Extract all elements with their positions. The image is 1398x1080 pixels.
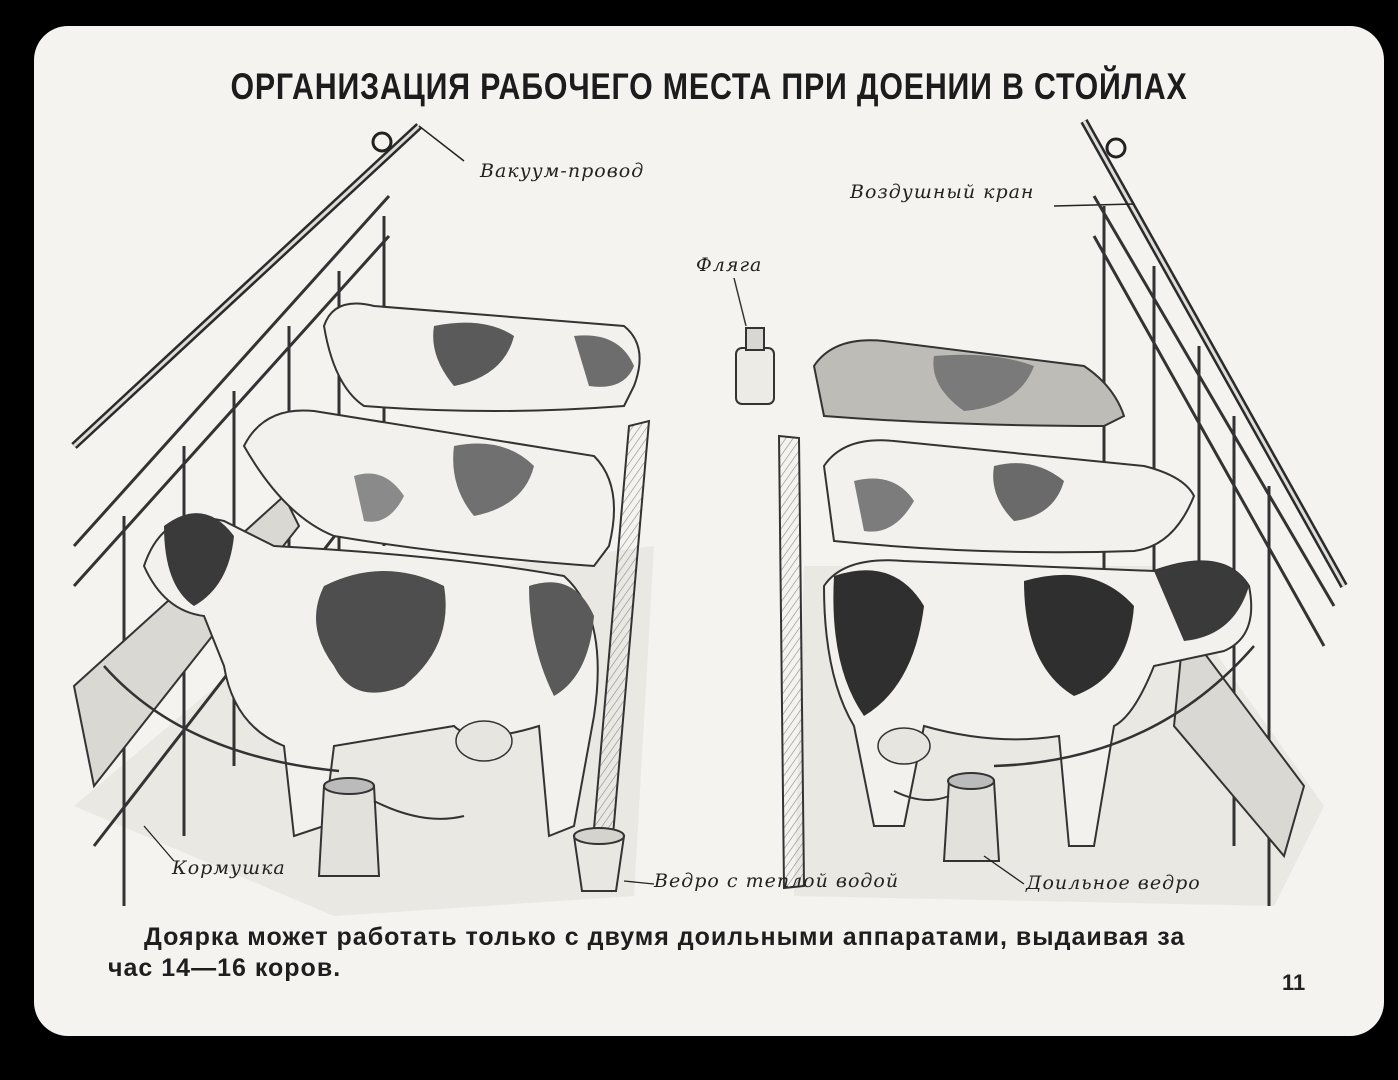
cow-drawing-icon (824, 440, 1194, 552)
label-flask: Фляга (696, 254, 763, 276)
cow-drawing-icon (814, 340, 1124, 426)
milk-flask-icon (734, 278, 774, 404)
pipe-ring-icon (1107, 139, 1125, 157)
cow-drawing-icon (244, 410, 614, 566)
label-air-valve: Воздушный кран (850, 181, 1035, 203)
page-number: 11 (1282, 970, 1306, 995)
label-milking-pail: Доильное ведро (1026, 872, 1201, 894)
slide (34, 26, 1384, 1036)
label-warm-water-bucket: Ведро с теплой водой (654, 870, 900, 892)
pipe-ring-icon (373, 133, 391, 151)
label-feeder: Кормушка (172, 857, 286, 879)
stall-partition (779, 436, 804, 888)
cow-drawing-icon (324, 304, 640, 412)
caption-line-2: час 14—16 коров. (108, 954, 342, 982)
caption-line-1: Доярка может работать только с двумя доильными аппаратами, выдаивая за (144, 923, 1186, 951)
page-title: ОРГАНИЗАЦИЯ РАБОЧЕГО МЕСТА ПРИ ДОЕНИИ В СТОЙЛАХ (230, 66, 1188, 107)
label-vacuum-line: Вакуум-провод (480, 160, 645, 182)
caption (108, 922, 1264, 984)
water-bucket-icon (574, 828, 624, 891)
